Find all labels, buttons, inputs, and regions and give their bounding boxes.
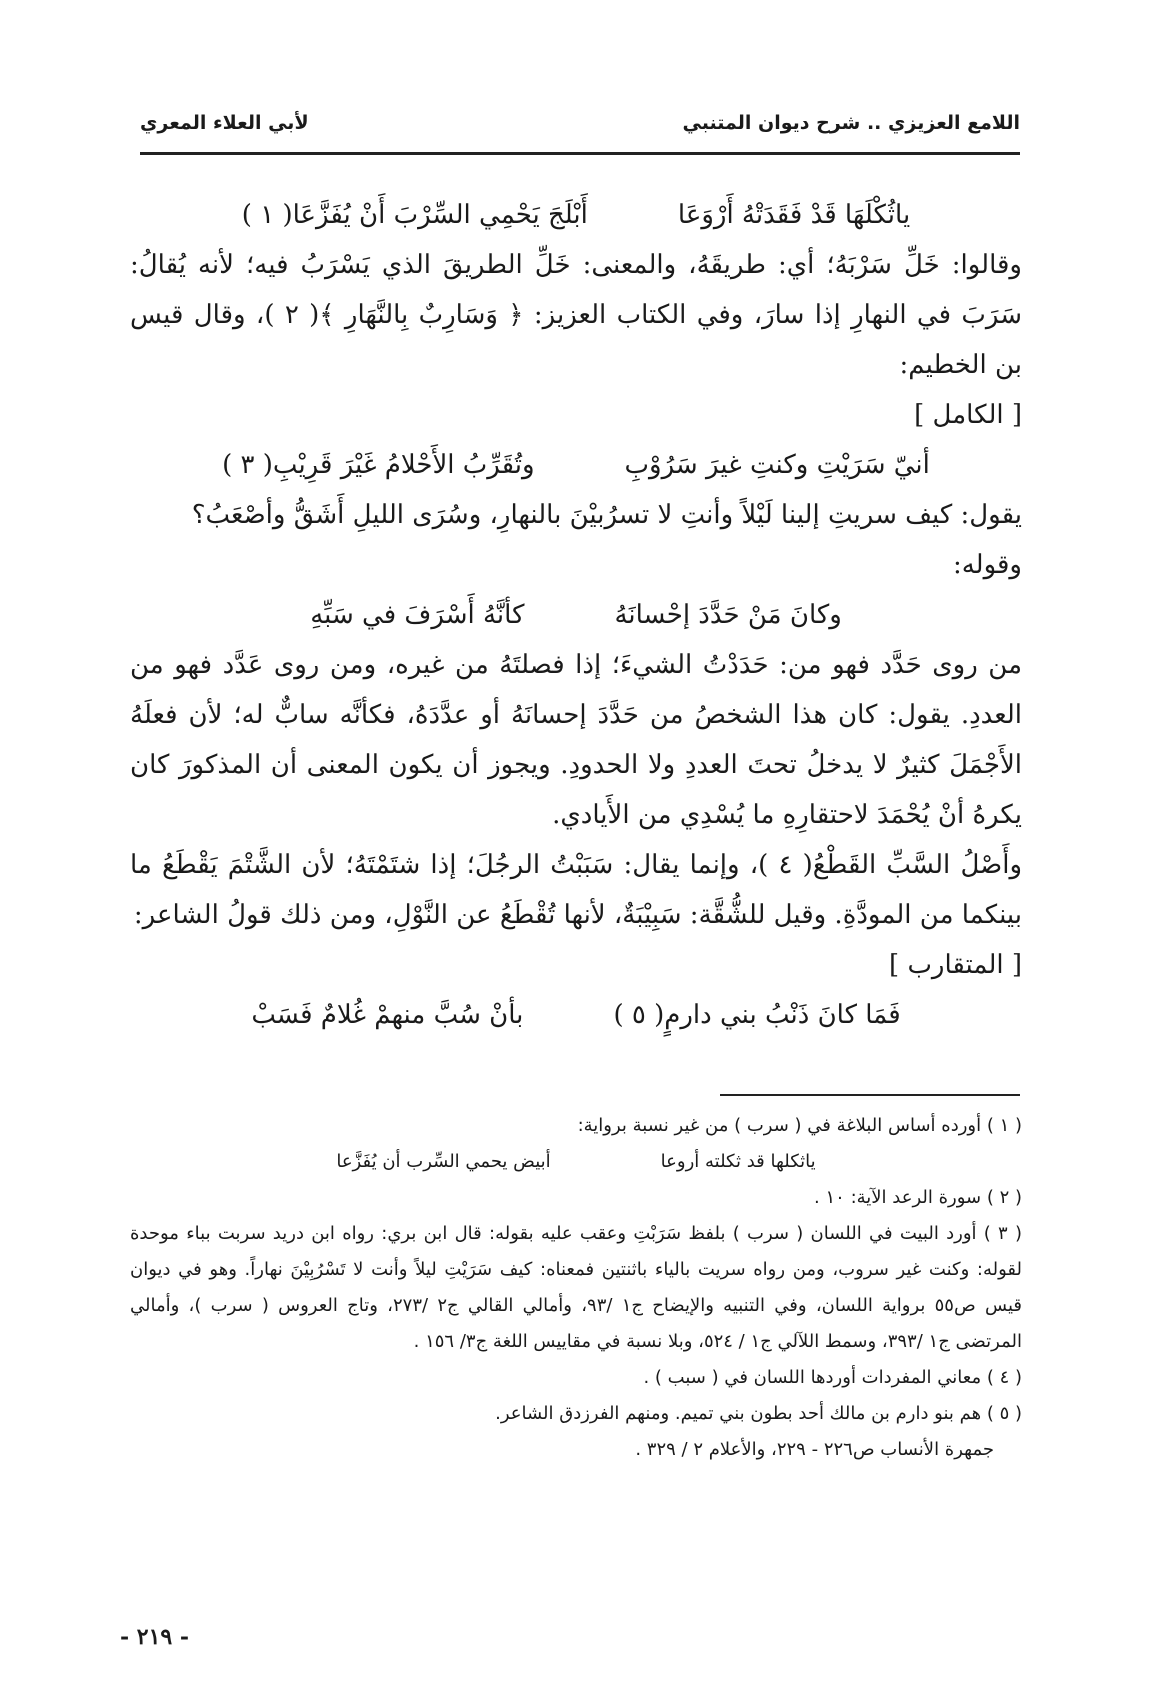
- verse-second-hemistich: وتُقَرِّبُ الأَحْلامُ غَيْرَ قَرِيْبِ( ٣ ): [222, 450, 535, 480]
- footnote-verse-second: أبيض يحمي السِّرب أن يُفَزَّعا: [336, 1151, 551, 1172]
- footnote-2: ( ٢ ) سورة الرعد الآية: ١٠ .: [814, 1187, 1022, 1208]
- verse-first-hemistich: وكانَ مَنْ حَدَّدَ إحْسانَهُ: [614, 600, 842, 630]
- meter-label: [ المتقارب ]: [889, 950, 1022, 980]
- footnotes: [130, 1108, 1022, 1468]
- main-text: [130, 190, 1022, 1040]
- author-name: لأبي العلاء المعري: [140, 112, 309, 134]
- verse-first-hemistich: أنيّ سَرَيْتِ وكنتِ غيرَ سَرُوْبِ: [624, 450, 930, 480]
- paragraph: من روى حَدَّد فهو من: حَدَدْتُ الشيءَ؛ إذا فصلتَهُ من غيره، ومن روى عَدَّد فهو من العددِ. يقول: كان هذا الشخصُ من حَدَّدَ إحسانَهُ أو عدَّدَهُ، فكأنَّه سابٌّ له؛ لأن فعلَهُ الأَجْمَلَ كثيرٌ لا يدخلُ تحتَ العددِ ولا الحدودِ. ويجوز أن يكون المعنى أن المذكورَ كان يكرهُ أنْ يُحْمَدَ لاحتقارِهِ ما يُسْدِي من الأَيادي.: [130, 650, 1022, 830]
- footnote-5-continuation: جمهرة الأنساب ص٢٢٦ - ٢٢٩، والأعلام ٢ / ٣٢٩ .: [635, 1439, 994, 1460]
- verse-second-hemistich: بأنْ سُبَّ منهمْ غُلامٌ فَسَبْ: [251, 1000, 524, 1030]
- verse-second-hemistich: أَبْلَجَ يَحْمِي السِّرْبَ أَنْ يُفَزَّعَا( ١ ): [241, 200, 588, 230]
- book-title: اللامع العزيزي .. شرح ديوان المتنبي: [682, 112, 1020, 134]
- verse-first-hemistich: ياثُكْلَهَا قَدْ فَقَدَتْهُ أَرْوَعَا: [677, 200, 911, 230]
- footnote-5: ( ٥ ) هم بنو دارم بن مالك أحد بطون بني تميم. ومنهم الفرزدق الشاعر.: [495, 1403, 1022, 1424]
- footnote-3: ( ٣ ) أورد البيت في اللسان ( سرب ) بلفظ سَرَبْتِ وعقب عليه بقوله: قال ابن بري: رواه ابن دريد سربت بباء موحدة لقوله: وكنت غير سروب، ومن رواه سريت بالياء باثنتين فمعناه: كيف سَرَيْتِ ليلاً وأنت لا تَسْرُبِيْنَ نهاراً. وهو في ديوان قيس ص٥٥ برواية اللسان، وفي التنبيه والإيضاح ج١ /٩٣، وأمالي القالي ج٢ /٢٧٣، وتاج العروس ( سرب )، وأمالي المرتضى ج١ /٣٩٣، وسمط اللآلي ج١ / ٥٢٤، وبلا نسبة في مقاييس اللغة ج٣/ ١٥٦ .: [130, 1223, 1022, 1352]
- verse-line: [130, 990, 1022, 1040]
- header-divider: [140, 152, 1020, 155]
- paragraph: يقول: كيف سريتِ إلينا لَيْلاً وأنتِ لا تسرُبيْنَ بالنهارِ، وسُرَى الليلِ أَشَقُّ وأصْعَبُ؟: [191, 500, 1022, 530]
- footnote-4: ( ٤ ) معاني المفردات أوردها اللسان في ( سبب ) .: [643, 1367, 1022, 1388]
- verse-line: [130, 590, 1022, 640]
- footnote-verse: [130, 1144, 1022, 1180]
- verse-line: [130, 190, 1022, 240]
- running-header: [140, 112, 1020, 134]
- paragraph: وقالوا: خَلِّ سَرْبَهُ؛ أي: طريقَهُ، والمعنى: خَلِّ الطريقَ الذي يَسْرَبُ فيه؛ لأنه يُقالُ: سَرَبَ في النهارِ إذا سارَ، وفي الكتاب العزيز: ﴿ وَسَارِبٌ بِالنَّهَارِ ﴾( ٢ )، وقال قيس بن الخطيم:: [130, 250, 1022, 380]
- meter-label: [ الكامل ]: [914, 400, 1022, 430]
- verse-line: [130, 440, 1022, 490]
- paragraph: وأَصْلُ السَّبِّ القَطْعُ( ٤ )، وإنما يقال: سَبَبْتُ الرجُلَ؛ إذا شتَمْتَهُ؛ لأن الشَّتْمَ يَقْطَعُ ما بينكما من المودَّةِ. وقيل للشُّقَّة: سَبِيْبَةٌ، لأنها تُقْطَعُ عن النَّوْلِ، ومن ذلك قولُ الشاعر:: [130, 850, 1023, 930]
- page-number: - ٢١٩ -: [120, 1624, 190, 1650]
- paragraph: وقوله:: [952, 550, 1022, 580]
- verse-second-hemistich: كأنَّهُ أَسْرَفَ في سَبِّهِ: [310, 600, 525, 630]
- verse-first-hemistich: فَمَا كانَ ذَنْبُ بني دارمٍ( ٥ ): [613, 1000, 901, 1030]
- footnote-divider: [720, 1094, 1020, 1096]
- footnote-verse-first: ياثكلها قد ثكلته أروعا: [660, 1151, 816, 1172]
- footnote-1: ( ١ ) أورده أساس البلاغة في ( سرب ) من غير نسبة برواية:: [577, 1115, 1022, 1136]
